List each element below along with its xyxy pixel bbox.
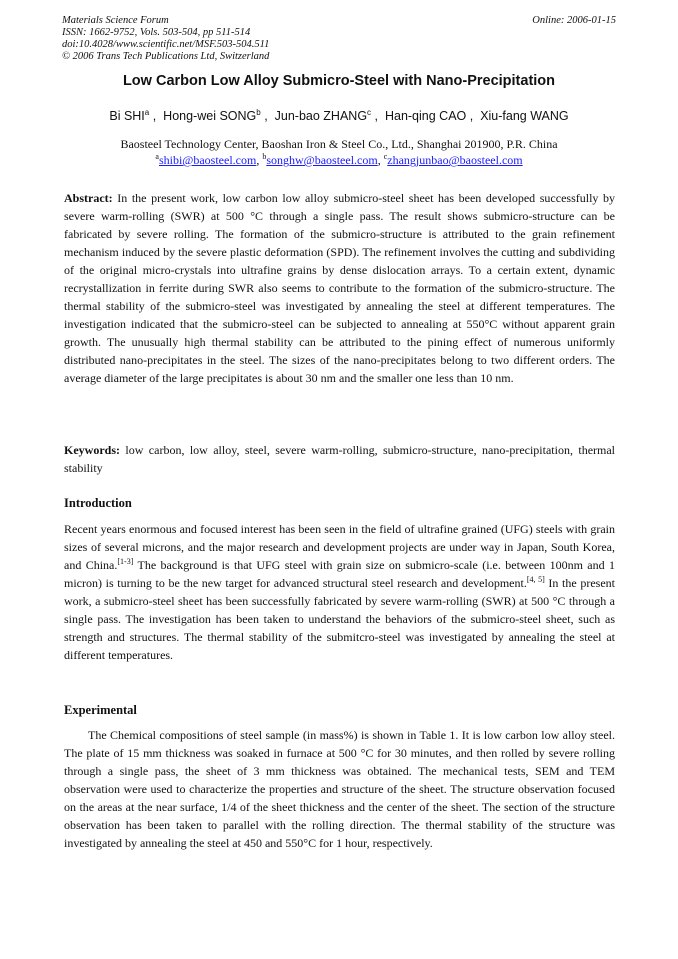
author-name: Hong-wei SONG [163, 109, 257, 123]
email-mark: b [262, 152, 267, 161]
citation: [1-3] [117, 557, 134, 566]
email-link[interactable]: shibi@baosteel.com [158, 153, 257, 167]
email-link[interactable]: songhw@baosteel.com [266, 153, 378, 167]
introduction-body [64, 520, 615, 664]
doi-line: doi:10.4028/www.scientific.net/MSF.503-504.511 [62, 39, 270, 50]
author-name: Xiu-fang WANG [480, 109, 569, 123]
email-link[interactable]: zhangjunbao@baosteel.com [387, 153, 523, 167]
author-name: Han-qing CAO [384, 109, 467, 123]
abstract-label: Abstract: [64, 191, 113, 205]
email-mark: a [155, 152, 159, 161]
email-list: $^a$shibi@baosteel.com, $^b$songhw@baosteel.com, $^c$zhangjunbao@baosteel.com [155, 152, 523, 167]
experimental-body: The Chemical compositions of steel sample (in mass%) is shown in Table 1. It is low carbon low alloy steel. The plate of 15 mm thickness was soaked in furnace at 500 °C for 30 minutes, and then rolled by severe rolling through a single pass, the sheet of 3 mm thickness was obtained. The mechanical tests, SEM and TEM observation were used to characterize the properties and structure of the sheet. The structure observation focused on the areas at the near surface, 1/4 of the sheet thickness and the center of the sheet. The section of the structure observation has been taken to parallel with the rolling direction. The thermal stability of the structure was investigated by annealing the steel at 450 and 550°C for 1 hour, respectively. [64, 728, 615, 850]
affiliation: Baosteel Technology Center, Baoshan Iron & Steel Co., Ltd., Shanghai 201900, P.R. China [120, 137, 558, 151]
author-name: Bi SHI [109, 109, 145, 123]
author-separator: , [469, 109, 477, 123]
paper-title: Low Carbon Low Alloy Submicro-Steel with Nano-Precipitation [122, 73, 556, 89]
experimental-heading: Experimental [64, 703, 137, 717]
keywords-label: Keywords: [64, 443, 120, 457]
journal-header [62, 15, 616, 63]
keywords [64, 441, 615, 477]
abstract [64, 189, 615, 387]
author-name: Jun-bao ZHANG [274, 109, 368, 123]
author-list [40, 109, 638, 123]
abstract-text: In the present work, low carbon low alloy submicro-steel sheet has been developed successfully by severe warm-rolling (SWR) at 500 °C through a single pass. The result shows submicro-structure can be fabricated by severe rolling. The formation of the submicro-structure is attributed to the grain refinement mechanism induced by the severe plastic deformation (SPD). The refinement involves the cutting and subdividing of the original micro-crystals into ultrafine grains by dense dislocation arrays. To a certain extent, dynamic recrystallization in ferrite during SWR also seems to contribute to the formation of the submicro-structure. The thermal stability of the submicro-steel was investigated by annealing the steel at different temperatures. The investigation indicated that the submicro-steel can be subjected to annealing at 550°C without apparent grain growth. The unusually high thermal stability can be attributed to the pining effect of numerous uniformly distributed nano-precipitates in the steel. The sizes of the nano-precipitates belong to two different orders. The average diameter of the large precipitates is about 30 nm and the smaller one less than 10 nm. [64, 191, 616, 385]
author-separator: , [264, 109, 272, 123]
journal-name: Materials Science Forum [62, 15, 169, 26]
online-date: Online: 2006-01-15 [532, 15, 616, 26]
keywords-text: low carbon, low alloy, steel, severe warm-rolling, submicro-structure, nano-precipitation, thermal stability [64, 443, 616, 475]
intro-text: Recent years enormous and focused interest has been seen in the field of ultrafine grained (UFG) steels with grain sizes of several microns, and the major research and development projects are under way in Japan, South Korea, and China. [64, 522, 615, 572]
issn-line: ISSN: 1662-9752, Vols. 503-504, pp 511-514 [62, 27, 251, 38]
author-separator: , [152, 109, 160, 123]
email-mark: c [383, 152, 388, 161]
intro-text: In the present work, a submicro-steel sheet has been successfully fabricated by severe warm-rolling (SWR) at 500 °C through a single pass. The investigation has been taken to understand the behaviors of the submicro-steel sheet, such as strength and structures. The thermal stability of the submitcro-steel was investigated by annealing the steel at different temperatures. [64, 576, 616, 662]
citation: [4, 5] [526, 575, 545, 584]
introduction-heading: Introduction [64, 496, 132, 510]
author-mark: a [144, 108, 150, 117]
author-separator: , [374, 109, 382, 123]
copyright-line: © 2006 Trans Tech Publications Ltd, Switzerland [62, 51, 270, 62]
intro-text: The background is that UFG steel with grain size on submicro-scale (i.e. between 100nm and 1 micron) is turning to be the new target for advanced structural steel research and development. [64, 558, 615, 590]
author-mark: b [256, 108, 261, 117]
author-mark: c [367, 108, 372, 117]
